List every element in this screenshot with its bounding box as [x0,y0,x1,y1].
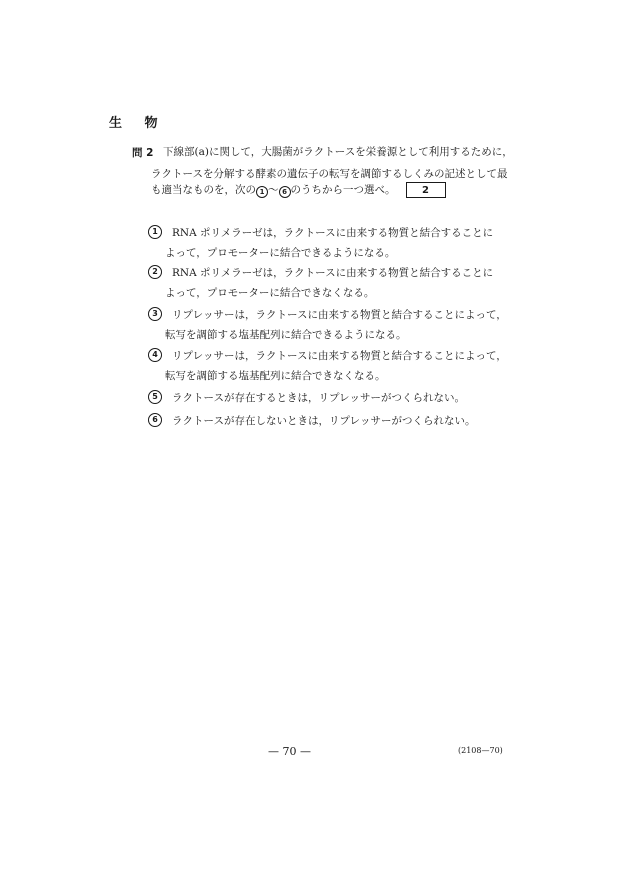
exam-code: (2108—70) [458,746,503,755]
option-text-line-1: RNA ポリメラーゼは，ラクトースに由来する物質と結合することに [172,267,494,279]
question-line-3-pre: も適当なものを，次の [151,184,256,196]
option-number: 4 [148,348,162,362]
option-text-line-1: RNA ポリメラーゼは，ラクトースに由来する物質と結合することに [172,227,494,239]
range-end-number: 6 [279,186,291,198]
option-text-line-2: 転写を調節する塩基配列に結合できなくなる。 [165,370,386,382]
range-start-number: 1 [256,186,268,198]
answer-box: 2 [406,182,446,198]
subject-heading: 生 物 [109,116,167,131]
page-number: — 70 — [268,745,311,758]
question-line-3 [151,182,446,198]
question-line-1: 下線部(a)に関して，大腸菌がラクトースを栄養源として利用するために， [163,146,513,158]
option-text-line-1: リプレッサーは，ラクトースに由来する物質と結合することによって， [172,350,507,362]
question-label: 問 2 [132,147,154,159]
option-text-line-2: よって，プロモーターに結合できなくなる。 [165,287,375,299]
option-number: 6 [148,413,162,427]
option-number: 2 [148,265,162,279]
option-number: 3 [148,307,162,321]
option-number: 5 [148,390,162,404]
question-line-3-post: のうちから一つ選べ。 [290,184,396,196]
option-text-line-1: リプレッサーは，ラクトースに由来する物質と結合することによって， [172,309,507,321]
option-text-line-1: ラクトースが存在するときは，リプレッサーがつくられない。 [172,392,465,404]
range-separator: ～ [268,184,279,196]
option-text-line-2: よって，プロモーターに結合できるようになる。 [165,247,396,259]
option-text-line-1: ラクトースが存在しないときは，リプレッサーがつくられない。 [172,415,476,427]
question-line-2: ラクトースを分解する酵素の遺伝子の転写を調節するしくみの記述として最 [151,168,508,180]
option-number: 1 [148,225,162,239]
option-text-line-2: 転写を調節する塩基配列に結合できるようになる。 [165,329,407,341]
